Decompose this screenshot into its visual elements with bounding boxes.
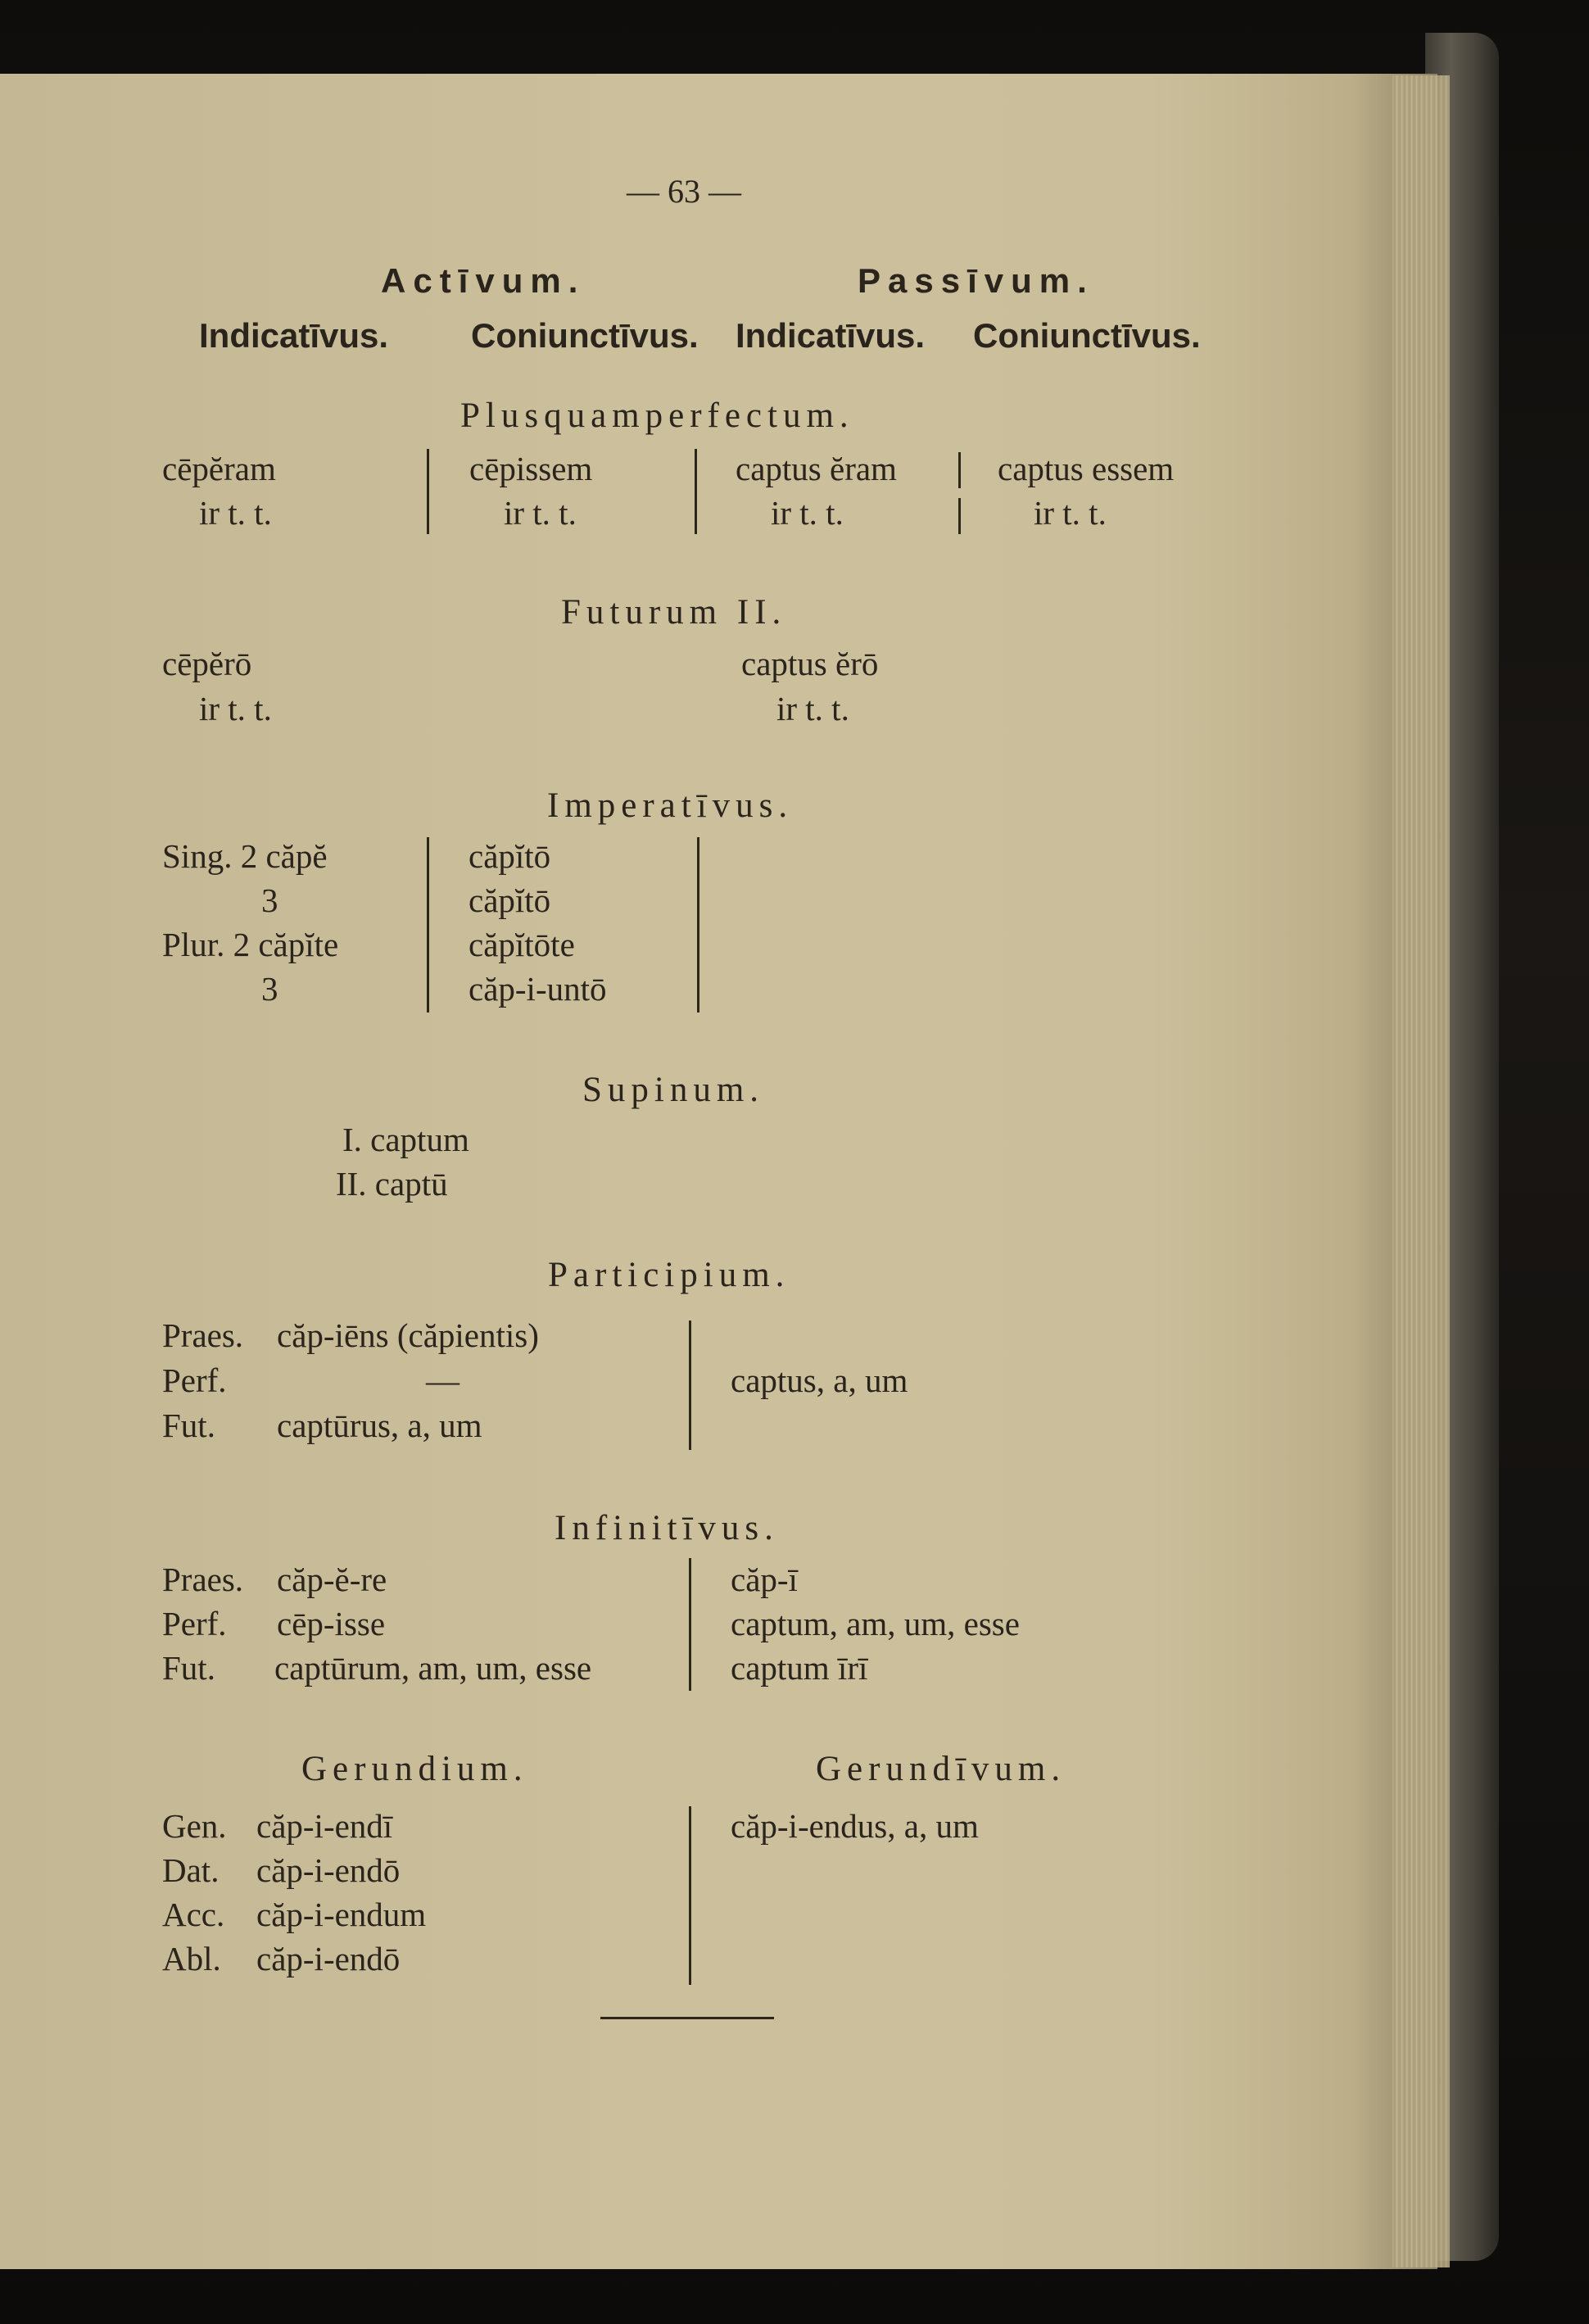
row-label: Praes.: [162, 1561, 244, 1598]
table-cell: căp-i-untō: [469, 970, 607, 1008]
page-number: — 63 —: [627, 173, 741, 210]
table-cell: ir t. t.: [504, 494, 577, 532]
section-title-gerundivum: Gerundīvum.: [816, 1750, 1066, 1788]
table-cell: căp-ĕ-re: [277, 1561, 387, 1598]
row-label: Acc.: [162, 1896, 225, 1933]
page-stack-edge: [1392, 75, 1450, 2267]
column-divider: [958, 498, 961, 534]
table-cell: captum, am, um, esse: [731, 1605, 1020, 1642]
table-cell: cēpĕrō: [162, 645, 252, 682]
column-divider: [689, 1806, 691, 1985]
table-cell: căpĭtō: [469, 837, 551, 875]
table-cell: I. captum: [342, 1121, 469, 1158]
table-cell: căp-ī: [731, 1561, 798, 1598]
row-label: Fut.: [162, 1407, 215, 1444]
column-divider: [427, 449, 429, 534]
table-cell: —: [426, 1361, 459, 1399]
header-activum: Actīvum.: [381, 261, 586, 300]
column-divider: [689, 1321, 691, 1450]
row-label: Fut.: [162, 1649, 215, 1687]
table-cell: captus, a, um: [731, 1361, 908, 1399]
table-cell: căp-iēns (căpientis): [277, 1316, 539, 1354]
table-cell: ir t. t.: [771, 494, 844, 532]
table-cell: căp-i-endus, a, um: [731, 1807, 979, 1845]
column-divider: [695, 449, 697, 534]
table-cell: cēpĕram: [162, 450, 276, 487]
table-cell: cēp-isse: [277, 1605, 386, 1642]
row-label: Praes.: [162, 1316, 244, 1354]
table-cell: captus ĕrō: [741, 645, 879, 682]
row-label: Sing. 2 căpĕ: [162, 837, 328, 875]
table-cell: cēpissem: [469, 450, 593, 487]
closing-rule: [600, 2017, 774, 2019]
table-cell: captūrus, a, um: [277, 1407, 482, 1444]
column-divider: [427, 837, 429, 1013]
header-active-indicative: Indicatīvus.: [199, 316, 389, 355]
column-divider: [689, 1558, 691, 1691]
section-title-supinum: Supinum.: [582, 1071, 765, 1109]
row-label: Perf.: [162, 1605, 227, 1642]
section-title-infinitivus: Infinitīvus.: [555, 1509, 779, 1547]
column-divider: [958, 452, 961, 488]
table-cell: căp-i-endum: [256, 1896, 427, 1933]
row-label: Perf.: [162, 1361, 227, 1399]
row-label: Abl.: [162, 1940, 221, 1977]
section-title-futurum-ii: Futurum II.: [561, 593, 787, 632]
header-active-subjunctive: Coniunctīvus.: [471, 316, 699, 355]
table-cell: captus essem: [998, 450, 1175, 487]
table-cell: căpĭtōte: [469, 926, 575, 963]
section-title-participium: Participium.: [548, 1256, 790, 1294]
table-cell: căpĭtō: [469, 881, 551, 919]
section-title-imperativus: Imperatīvus.: [547, 786, 794, 825]
row-label: 3: [261, 881, 278, 919]
table-cell: captum īrī: [731, 1649, 868, 1687]
row-label: Dat.: [162, 1851, 220, 1889]
table-cell: ir t. t.: [199, 690, 272, 727]
section-title-gerundium: Gerundium.: [301, 1750, 528, 1788]
row-label: Gen.: [162, 1807, 227, 1845]
table-cell: ir t. t.: [1034, 494, 1107, 532]
table-cell: căp-i-endō: [256, 1940, 401, 1977]
header-passivum: Passīvum.: [858, 261, 1094, 300]
row-label: 3: [261, 970, 278, 1008]
table-cell: captus ĕram: [736, 450, 897, 487]
column-divider: [697, 837, 699, 1013]
section-title-plusquamperfectum: Plusquamperfectum.: [460, 396, 854, 435]
table-cell: II. captū: [336, 1165, 448, 1203]
table-cell: captūrum, am, um, esse: [274, 1649, 592, 1687]
table-cell: căp-i-endī: [256, 1807, 393, 1845]
header-passive-subjunctive: Coniunctīvus.: [973, 316, 1201, 355]
table-cell: ir t. t.: [776, 690, 849, 727]
header-passive-indicative: Indicatīvus.: [736, 316, 926, 355]
row-label: Plur. 2 căpĭte: [162, 926, 339, 963]
table-cell: căp-i-endō: [256, 1851, 401, 1889]
table-cell: ir t. t.: [199, 494, 272, 532]
